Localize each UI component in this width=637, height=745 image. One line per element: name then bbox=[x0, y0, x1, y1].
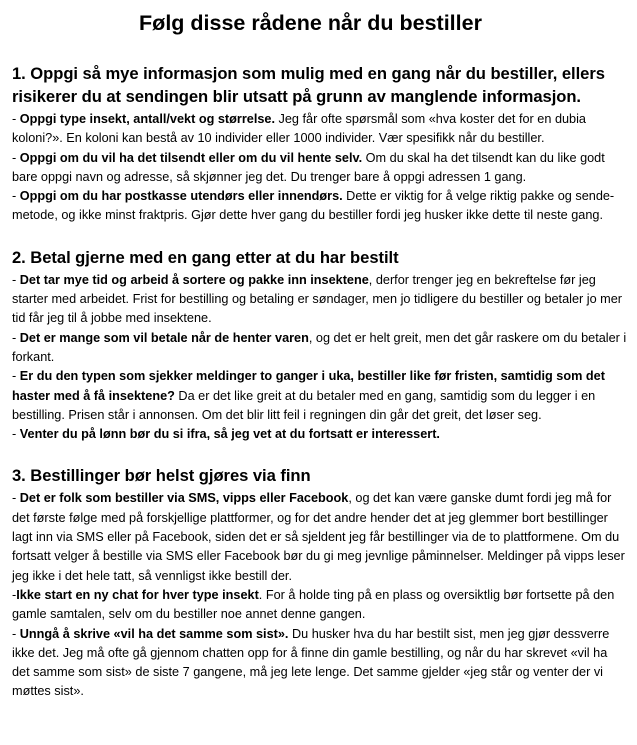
bullet-text: Om du skal ha det tilsendt kan du like godt bare oppgi navn og adresse, så skjønner jeg det. Du trenger bare å oppgi adressen 1 gang. bbox=[12, 150, 605, 184]
section-heading: 2. Betal gjerne med en gang etter at du har bestilt bbox=[12, 247, 399, 267]
bullet-text: Da er det like greit at du betaler med en gang, samtidig som du legger i en bestilling. Prisen står i annonsen. Om det blir litt feil i regningen din går det greit, det løser seg. bbox=[12, 388, 596, 422]
bullet-text: , derfor trenger jeg en bekreftelse før jeg starter med arbeidet. Frist for bestilling og betaling er søndager, men jo tidligere du bestiller og betaler jo mer tid får jeg til å jobbe med insektene. bbox=[12, 272, 623, 326]
bullet-bold-text: Ikke start en ny chat for hver type insekt bbox=[16, 587, 259, 602]
bullet-item bbox=[12, 367, 627, 425]
section-order-info bbox=[12, 62, 627, 226]
bullet-bold-text: Venter du på lønn bør du si ifra, så jeg vet at du fortsatt er interessert. bbox=[19, 427, 440, 442]
bullet-bold-text: Oppgi type insekt, antall/vekt og størrelse. bbox=[19, 112, 275, 126]
bullet-bold-text: Unngå å skrive «vil ha det samme som sist». bbox=[19, 626, 289, 641]
bullet-text: , og det er helt greit, men det går raskere om du betaler i forkant. bbox=[12, 330, 627, 364]
bullet-prefix: - bbox=[12, 491, 20, 506]
bullet-item bbox=[12, 489, 627, 585]
bullet-text: Du husker hva du har bestilt sist, men jeg gjør dessverre ikke det. Jeg må ofte gå gjennom chatten opp for å finne din gamle bestilling, og når du har skrevet «vil ha det samme som sist» de siste 7 gangene, må jeg lete lenge. Det samme gjelder «jeg står og venter der vi møttes sist». bbox=[12, 626, 610, 699]
bullet-bold-text: Oppgi om du har postkasse utendørs eller innendørs. bbox=[19, 189, 343, 204]
bullet-item bbox=[12, 110, 627, 149]
bullet-bold-text: Oppgi om du vil ha det tilsendt eller om du vil hente selv. bbox=[19, 150, 363, 165]
bullet-prefix: - bbox=[12, 272, 20, 287]
bullet-prefix: - bbox=[12, 427, 20, 442]
bullet-bold-text: Er du den typen som sjekker meldinger to ganger i uka, bestiller like før fristen, samtidig som det haster med å få insektene? bbox=[12, 369, 605, 403]
bullet-item bbox=[12, 586, 627, 625]
bullet-text: Dette er viktig for å velge riktig pakke og sende-metode, og ikke minst fraktpris. Gjør dette hver gang du bestiller fordi jeg husker ikke dette til neste gang. bbox=[12, 189, 615, 223]
bullet-prefix: - bbox=[12, 587, 17, 602]
bullet-prefix: - bbox=[12, 112, 20, 126]
bullet-prefix: - bbox=[12, 150, 20, 165]
bullet-prefix: - bbox=[12, 330, 20, 345]
bullet-item bbox=[12, 425, 627, 444]
section-heading: 3. Bestillinger bør helst gjøres via finn bbox=[12, 466, 311, 486]
bullet-item bbox=[12, 625, 627, 702]
bullet-prefix: - bbox=[12, 369, 20, 384]
section-order-channel bbox=[12, 464, 627, 701]
document-title: Følg disse rådene når du bestiller bbox=[139, 11, 482, 35]
bullet-item bbox=[12, 187, 627, 226]
bullet-bold-text: Det tar mye tid og arbeid å sortere og pakke inn insektene bbox=[19, 272, 369, 287]
bullet-item bbox=[12, 271, 627, 329]
bullet-prefix: - bbox=[12, 626, 20, 641]
bullet-bold-text: Det er folk som bestiller via SMS, vipps eller Facebook bbox=[19, 491, 349, 506]
bullet-text: Jeg får ofte spørsmål som «hva koster det for en dubia koloni?». En koloni kan bestå av 10 individer eller 1000 individer. Vær spesifikk når du bestiller. bbox=[12, 112, 586, 146]
section-payment bbox=[12, 246, 627, 445]
bullet-item bbox=[12, 329, 627, 368]
section-heading: 1. Oppgi så mye informasjon som mulig med en gang når du bestiller, ellers risikerer du at sendingen blir utsatt på grunn av manglende informasjon. bbox=[12, 64, 605, 106]
bullet-bold-text: Det er mange som vil betale når de henter varen bbox=[19, 330, 309, 345]
bullet-item bbox=[12, 149, 627, 188]
bullet-prefix: - bbox=[12, 189, 20, 204]
bullet-text: . For å holde ting på en plass og oversiktlig bør fortsette på den gamle samtalen, selv om du bestiller noe annet denne gangen. bbox=[12, 587, 615, 622]
bullet-text: , og det kan være ganske dumt fordi jeg må for det første følge med på forskjellige plattformer, og for det andre hender det at jeg glemmer bort bestillinger lagt inn via SMS eller på Facebook, siden det er så sjeldent jeg får bestillinger via de to plattformene. Om du fortsatt velger å bestille via SMS eller Facebook bør du gi meg jevnlige påminnelser. Meldinger på vipps leser jeg ikke i det hele tatt, så vennligst ikke bestill der. bbox=[12, 491, 625, 583]
